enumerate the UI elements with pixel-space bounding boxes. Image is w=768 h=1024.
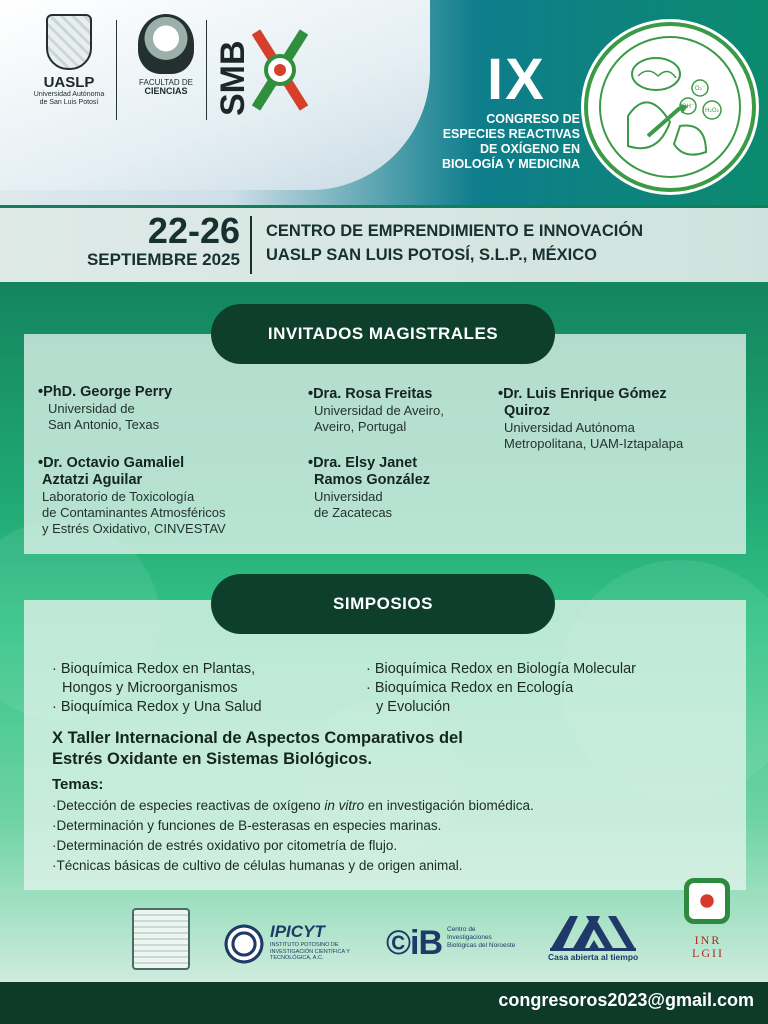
facultad-ciencias-logo bbox=[124, 14, 208, 96]
simposios-heading: SIMPOSIOS bbox=[211, 574, 555, 634]
taller-title: X Taller Internacional de Aspectos Comparativos del Estrés Oxidante en Sistemas Biológicos. bbox=[52, 729, 463, 768]
invitados-heading: INVITADOS MAGISTRALES bbox=[211, 304, 555, 364]
list-item: ·Detección de especies reactivas de oxígeno in vitro en investigación biomédica. bbox=[52, 798, 534, 813]
smb-logo bbox=[214, 22, 250, 118]
speaker-affiliation: Universidad de Aveiro, Aveiro, Portugal bbox=[314, 403, 444, 434]
uaslp-shield-icon bbox=[46, 14, 92, 70]
uaslp-sub-1: Universidad Autónoma bbox=[33, 91, 105, 98]
list-item: Hongos y Microorganismos bbox=[62, 680, 238, 696]
emblem-drawing bbox=[588, 26, 752, 188]
emblem-label-hydroxyl: OH⁻ bbox=[681, 103, 695, 110]
inr-icon bbox=[684, 878, 730, 924]
speaker-rosa-freitas bbox=[308, 386, 444, 435]
list-item: ·Determinación y funciones de B-esterasas en especies marinas. bbox=[52, 818, 442, 833]
speaker-luis-gomez bbox=[498, 386, 683, 452]
speaker-name: •PhD. George Perry bbox=[38, 384, 173, 400]
facultad-ciencias-eagle-icon bbox=[138, 14, 194, 74]
inr-text: INR LGII bbox=[692, 933, 724, 960]
emblem-label-peroxide: H₂O₂ bbox=[704, 107, 720, 114]
facultad-line-2: CIENCIAS bbox=[144, 86, 188, 96]
smb-text: SMB bbox=[214, 40, 250, 116]
smb-text-svg bbox=[214, 22, 250, 118]
facultad-line-1: FACULTAD DE bbox=[139, 78, 193, 87]
list-item: ·Determinación de estrés oxidativo por citometría de flujo. bbox=[52, 838, 398, 853]
speaker-name: •Dra. Elsy Janet Ramos González bbox=[308, 455, 431, 488]
venue-line-1: CENTRO DE EMPRENDIMIENTO E INNOVACIÓN bbox=[266, 222, 644, 240]
uaslp-sub-2: de San Luis Potosí bbox=[39, 99, 99, 106]
congress-title: CONGRESO DE ESPECIES REACTIVAS DE OXÍGENO EN BIOLOGÍA Y MEDICINA bbox=[442, 112, 580, 171]
speaker-name: •Dr. Luis Enrique Gómez Quiroz bbox=[498, 386, 667, 419]
logo-divider bbox=[116, 20, 117, 120]
date-divider bbox=[250, 216, 252, 274]
contact-email[interactable]: congresoros2023@gmail.com bbox=[498, 990, 754, 1010]
uam-text: Casa abierta al tiempo bbox=[548, 952, 639, 962]
congress-edition-number: IX bbox=[487, 47, 546, 112]
list-item: · Bioquímica Redox en Biología Molecular bbox=[366, 661, 636, 677]
emblem-label-superoxide: O₂⁻ bbox=[694, 85, 706, 92]
temas-list bbox=[52, 796, 534, 876]
event-month-year: SEPTIEMBRE 2025 bbox=[86, 250, 240, 269]
speaker-affiliation: Universidad Autónoma Metropolitana, UAM-Iztapalapa bbox=[504, 420, 684, 451]
ipicyt-subtitle: INSTITUTO POTOSINO DE INVESTIGACIÓN CIENTÍFICA Y TECNOLÓGICA, A.C. bbox=[270, 942, 350, 961]
event-days: 22-26 bbox=[147, 210, 240, 251]
list-item: y Evolución bbox=[376, 699, 451, 715]
simposios-list-left bbox=[52, 660, 262, 717]
speaker-name: •Dr. Octavio Gamaliel Aztatzi Aguilar bbox=[38, 455, 185, 488]
temas-heading: Temas: bbox=[52, 776, 104, 793]
ipicyt-icon bbox=[222, 922, 266, 966]
uam-icon bbox=[548, 914, 638, 952]
speaker-affiliation: Universidad de San Antonio, Texas bbox=[48, 401, 160, 432]
speaker-affiliation: Universidad de Zacatecas bbox=[314, 489, 393, 520]
speaker-elsy-ramos bbox=[308, 455, 430, 521]
smb-mark-icon bbox=[252, 24, 308, 114]
uaslp-title: UASLP bbox=[43, 74, 95, 91]
speaker-george-perry bbox=[38, 384, 172, 433]
ipicyt-name: IPICYT bbox=[270, 922, 325, 941]
sponsor-logos bbox=[0, 896, 768, 982]
logo-divider bbox=[206, 20, 207, 120]
congress-emblem-icon bbox=[584, 22, 756, 192]
cib-text: Centro de Investigaciones Biológicas del Noroeste bbox=[447, 926, 516, 949]
speaker-name: •Dra. Rosa Freitas bbox=[308, 386, 433, 402]
unam-seal-icon bbox=[132, 908, 190, 970]
list-item: ·Técnicas básicas de cultivo de células humanas y de origen animal. bbox=[52, 858, 463, 873]
list-item: · Bioquímica Redox en Plantas, bbox=[52, 661, 256, 677]
list-item: · Bioquímica Redox en Ecología bbox=[366, 680, 574, 696]
simposios-list-right bbox=[366, 660, 636, 717]
venue-line-2: UASLP SAN LUIS POTOSÍ, S.L.P., MÉXICO bbox=[266, 246, 597, 264]
cib-icon: ©iB bbox=[386, 924, 443, 962]
list-item: · Bioquímica Redox y Una Salud bbox=[52, 699, 262, 715]
uaslp-logo bbox=[30, 14, 108, 107]
speaker-affiliation: Laboratorio de Toxicología de Contaminantes Atmosféricos y Estrés Oxidativo, CINVESTAV bbox=[42, 489, 226, 536]
speaker-octavio-aztatzi bbox=[38, 455, 226, 537]
